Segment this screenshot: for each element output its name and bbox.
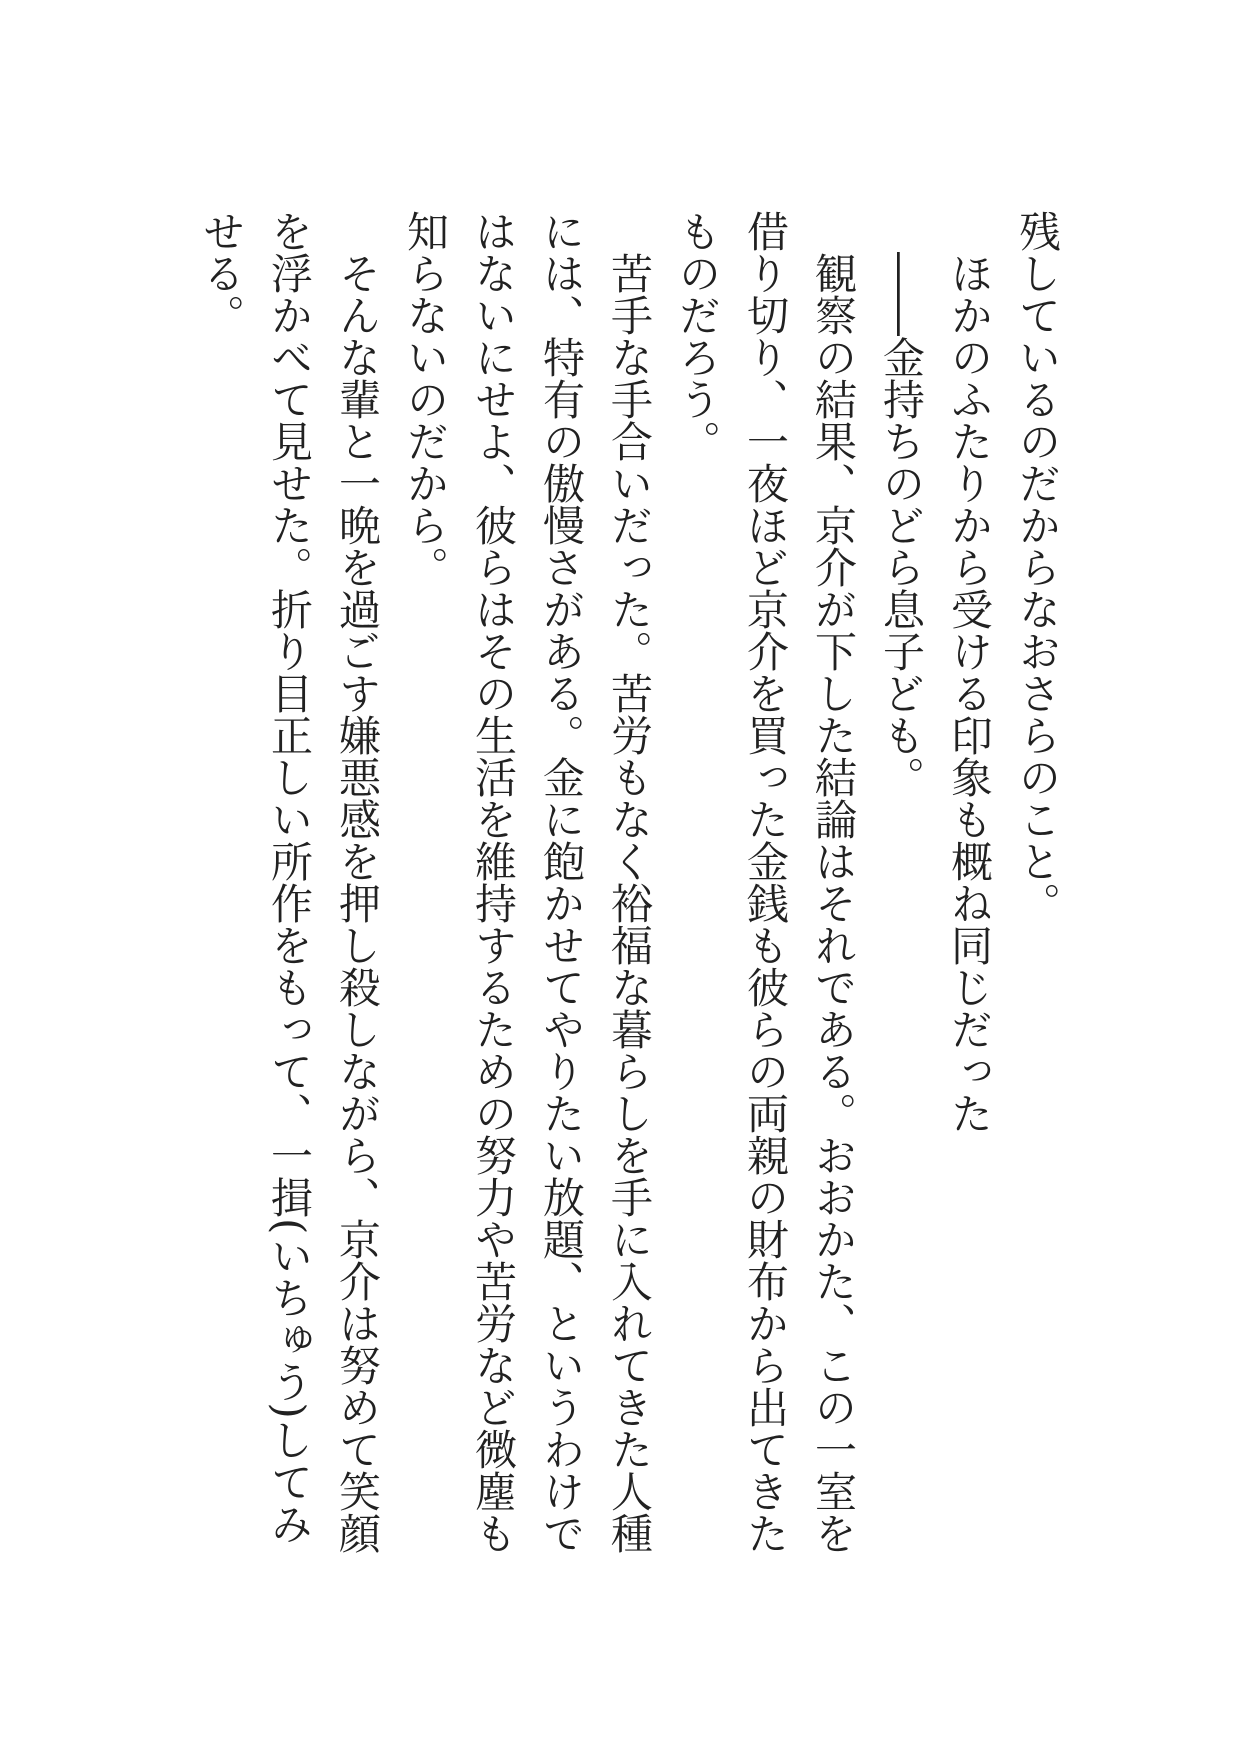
text-line: せる。 xyxy=(197,210,246,336)
text-line: そんな輩と一晩を過ごす嫌悪感を押し殺しながら、京介は努めて笑顔 xyxy=(333,252,382,1554)
text-line: はないにせよ、彼らはその生活を維持するための努力や苦労など微塵も xyxy=(469,210,518,1554)
text-line: ほかのふたりから受ける印象も概ね同じだった xyxy=(945,252,994,1134)
paragraph-3 xyxy=(867,210,935,1610)
text-line: 知らないのだから。 xyxy=(401,210,450,588)
paragraph-2 xyxy=(935,210,1003,1610)
paragraph-4 xyxy=(663,210,867,1610)
paragraph-6 xyxy=(187,210,391,1610)
text-line: 残しているのだからなおさらのこと。 xyxy=(1013,210,1062,924)
vertical-text-block xyxy=(187,210,1071,1610)
text-line: 観察の結果、京介が下した結論はそれである。おおかた、この一室を xyxy=(809,252,858,1554)
text-line: ――金持ちのどら息子ども。 xyxy=(877,252,926,798)
text-line: 借り切り、一夜ほど京介を買った金銭も彼らの両親の財布から出てきた xyxy=(741,210,790,1554)
paragraph-5 xyxy=(391,210,663,1610)
text-line: を浮かべて見せた。折り目正しい所作をもって、一揖(いちゅう)してみ xyxy=(265,210,314,1545)
text-line: ものだろう。 xyxy=(673,210,722,462)
text-line: 苦手な手合いだった。苦労もなく裕福な暮らしを手に入れてきた人種 xyxy=(605,252,654,1554)
text-line: には、特有の傲慢さがある。金に飽かせてやりたい放題、というわけで xyxy=(537,210,586,1554)
paragraph-1 xyxy=(1003,210,1071,1610)
